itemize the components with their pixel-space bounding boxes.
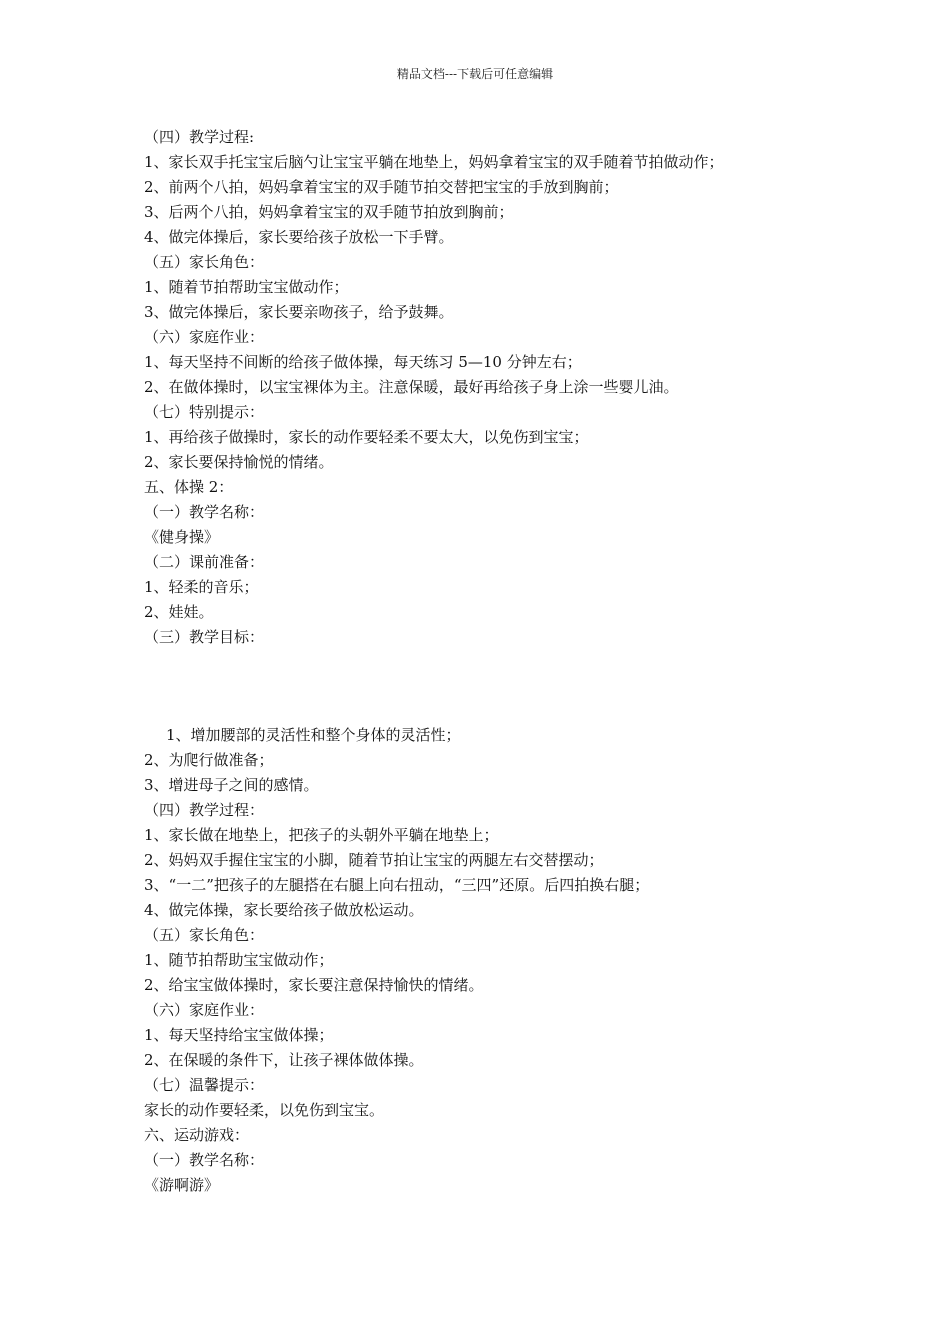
text-line: 2、前两个八拍，妈妈拿着宝宝的双手随节拍交替把宝宝的手放到胸前； [144,178,619,196]
text-line: 1、家长做在地垫上，把孩子的头朝外平躺在地垫上； [144,826,499,844]
text-line: 1、增加腰部的灵活性和整个身体的灵活性； [166,726,461,744]
text-line: （六）家庭作业： [144,328,265,346]
text-line: 1、每天坚持不间断的给孩子做体操，每天练习 5—10 分钟左右； [144,353,582,371]
text-line: 家长的动作要轻柔，以免伤到宝宝。 [144,1101,385,1119]
text-line: 2、娃娃。 [144,603,214,621]
text-line: 1、随节拍帮助宝宝做动作； [144,951,334,969]
text-line: 4、做完体操后，家长要给孩子放松一下手臂。 [144,228,454,246]
text-line: 2、家长要保持愉悦的情绪。 [144,453,334,471]
text-line: 2、给宝宝做体操时，家长要注意保持愉快的情绪。 [144,976,484,994]
text-block-top [144,125,824,650]
text-line: （二）课前准备： [144,553,265,571]
text-line: （七）特别提示： [144,403,265,421]
page-header: 精品文档---下载后可任意编辑 [396,67,554,81]
text-line: 1、轻柔的音乐； [144,578,259,596]
text-line: 六、运动游戏： [144,1126,250,1144]
text-line: （四）教学过程: [144,128,255,146]
text-line: 3、后两个八拍，妈妈拿着宝宝的双手随节拍放到胸前； [144,203,514,221]
text-block-bottom [144,723,824,1198]
text-line: （七）温馨提示： [144,1076,265,1094]
text-line: 《游啊游》 [144,1176,220,1194]
text-line: （一）教学名称： [144,1151,265,1169]
text-line: 2、妈妈双手握住宝宝的小脚，随着节拍让宝宝的两腿左右交替摆动； [144,851,604,869]
text-line: 2、在做体操时，以宝宝裸体为主。注意保暖，最好再给孩子身上涂一些婴儿油。 [144,378,679,396]
text-line: 2、在保暖的条件下，让孩子裸体做体操。 [144,1051,424,1069]
text-line: 3、增进母子之间的感情。 [144,776,319,794]
text-line: 《健身操》 [144,528,220,546]
text-line: （五）家长角色： [144,253,265,271]
text-line: （一）教学名称： [144,503,265,521]
text-line: 1、每天坚持给宝宝做体操； [144,1026,334,1044]
text-line: 五、体操 2： [144,478,234,496]
text-line: 3、做完体操后，家长要亲吻孩子，给予鼓舞。 [144,303,454,321]
text-line: 3、“一二”把孩子的左腿搭在右腿上向右扭动，“三四”还原。后四拍换右腿； [144,876,650,894]
text-line: （三）教学目标： [144,628,265,646]
text-line: 4、做完体操，家长要给孩子做放松运动。 [144,901,424,919]
text-line: （六）家庭作业： [144,1001,265,1019]
text-line: 1、家长双手托宝宝后脑勺让宝宝平躺在地垫上，妈妈拿着宝宝的双手随着节拍做动作； [144,153,724,171]
text-line: 2、为爬行做准备； [144,751,274,769]
text-line: 1、随着节拍帮助宝宝做动作； [144,278,349,296]
text-line: 1、再给孩子做操时，家长的动作要轻柔不要太大，以免伤到宝宝； [144,428,589,446]
text-line: （四）教学过程： [144,801,265,819]
text-line: （五）家长角色： [144,926,265,944]
